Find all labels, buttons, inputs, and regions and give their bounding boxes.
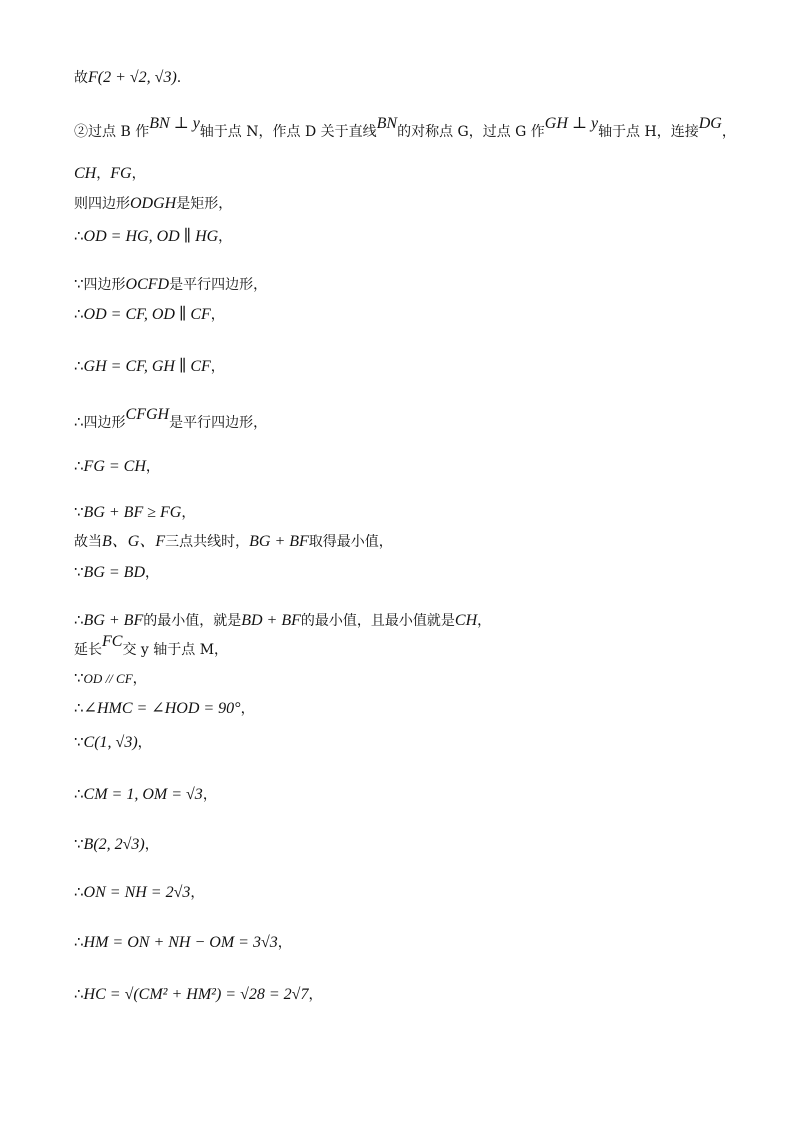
text: 的对称点 G，过点 G 作 <box>397 124 545 140</box>
math-expression: BN <box>376 115 398 132</box>
text: . <box>176 70 182 86</box>
math-expression: FG <box>110 165 132 182</box>
text: ， <box>202 787 217 803</box>
text-line <box>74 274 267 295</box>
text-line <box>74 68 181 88</box>
text-line <box>74 668 147 689</box>
text: ， <box>240 701 255 717</box>
math-expression: ODGH <box>130 195 177 212</box>
math-expression: BD + BF <box>241 612 301 629</box>
text: 延长 <box>74 642 102 658</box>
text-line <box>74 164 146 184</box>
therefore-symbol: ∴ <box>74 457 84 475</box>
math-expression: GH ⊥ y <box>544 115 599 132</box>
math-expression: F(2 + √2, √3) <box>88 69 177 86</box>
math-expression: ∠HMC = ∠HOD = 90° <box>83 700 241 717</box>
text-line <box>74 226 232 247</box>
text-line <box>74 834 159 855</box>
math-expression: GH = CF, GH ∥ CF <box>83 358 211 375</box>
therefore-symbol: ∴ <box>74 611 84 629</box>
math-expression: ON = NH = 2√3 <box>83 884 191 901</box>
math-expression: OCFD <box>125 276 170 293</box>
therefore-symbol: ∴ <box>74 413 84 431</box>
text: 四边形 <box>83 277 126 293</box>
text-line <box>74 502 195 523</box>
text: ， <box>144 837 159 853</box>
math-expression: DG <box>698 115 722 132</box>
text: 故 <box>74 70 88 86</box>
because-symbol: ∵ <box>74 733 84 751</box>
text-line <box>74 304 225 325</box>
therefore-symbol: ∴ <box>74 305 84 323</box>
text: ， <box>96 166 111 182</box>
text-line <box>74 356 225 377</box>
therefore-symbol: ∴ <box>74 785 84 803</box>
math-expression: BG + BF <box>83 612 144 629</box>
text: ， <box>721 124 736 140</box>
text-line <box>74 456 160 477</box>
text: ， <box>218 229 233 245</box>
text: ， <box>190 885 205 901</box>
text: ， <box>210 359 225 375</box>
text: 的最小值，就是 <box>143 613 242 629</box>
text: 是平行四边形， <box>169 415 268 431</box>
therefore-symbol: ∴ <box>74 985 84 1003</box>
text-line <box>74 984 322 1005</box>
text-line <box>74 698 255 719</box>
text: ， <box>145 459 160 475</box>
text: 故当 <box>74 534 102 550</box>
therefore-symbol: ∴ <box>74 883 84 901</box>
text: ， <box>181 505 196 521</box>
therefore-symbol: ∴ <box>74 933 84 951</box>
math-expression: CM = 1, OM = √3 <box>83 786 203 803</box>
math-expression: C(1, √3) <box>83 734 138 751</box>
text: 轴于点 H，连接 <box>598 124 699 140</box>
text-line <box>74 882 204 903</box>
therefore-symbol: ∴ <box>74 699 84 717</box>
math-expression: BG + BF ≥ FG <box>83 504 182 521</box>
math-expression: B、G、F <box>102 533 166 550</box>
math-expression: CFGH <box>125 406 170 423</box>
math-expression: FC <box>102 633 123 650</box>
because-symbol: ∵ <box>74 835 84 853</box>
text-line <box>74 732 152 753</box>
text: ， <box>145 565 159 581</box>
text-line <box>74 194 232 214</box>
text-line <box>74 406 268 433</box>
text-line <box>74 532 393 552</box>
text: ②过点 B 作 <box>74 124 150 140</box>
math-expression: CH <box>74 165 97 182</box>
text: ， <box>137 735 152 751</box>
text: 三点共线时， <box>165 534 250 550</box>
math-expression: OD = HG, OD ∥ HG <box>83 228 219 245</box>
text-line <box>74 562 159 583</box>
math-expression: CH <box>454 612 478 629</box>
text: 取得最小值， <box>308 534 393 550</box>
math-expression: HM = ON + NH − OM = 3√3 <box>83 934 278 951</box>
text: 轴于点 N，作点 D 关于直线 <box>199 124 377 140</box>
because-symbol: ∵ <box>74 503 84 521</box>
text: ， <box>277 935 292 951</box>
text: ， <box>132 671 147 687</box>
text: 交 y 轴于点 M， <box>122 642 229 658</box>
text: ， <box>477 613 492 629</box>
text-line <box>74 610 491 631</box>
math-expression: BG + BF <box>249 533 309 550</box>
text: 是矩形， <box>176 196 233 212</box>
because-symbol: ∵ <box>74 275 84 293</box>
text: ， <box>210 307 225 323</box>
text-line <box>74 932 292 953</box>
text: 四边形 <box>83 415 126 431</box>
because-symbol: ∵ <box>74 669 84 687</box>
math-expression: BG = BD <box>83 564 145 581</box>
text: 则四边形 <box>74 196 130 212</box>
text: ， <box>131 166 146 182</box>
text: 是平行四边形， <box>169 277 268 293</box>
math-expression: FG = CH <box>83 458 146 475</box>
math-expression: HC = √(CM² + HM²) = √28 = 2√7 <box>83 986 309 1003</box>
because-symbol: ∵ <box>74 563 84 581</box>
therefore-symbol: ∴ <box>74 357 84 375</box>
math-expression: BN ⊥ y <box>149 115 200 132</box>
therefore-symbol: ∴ <box>74 227 84 245</box>
text-line <box>74 633 229 660</box>
math-expression: OD // CF <box>83 671 133 686</box>
text-line <box>74 115 736 142</box>
text: 的最小值，且最小值就是 <box>300 613 455 629</box>
math-expression: OD = CF, OD ∥ CF <box>83 306 211 323</box>
math-expression: B(2, 2√3) <box>83 836 145 853</box>
text-line <box>74 784 217 805</box>
text: ， <box>308 987 323 1003</box>
